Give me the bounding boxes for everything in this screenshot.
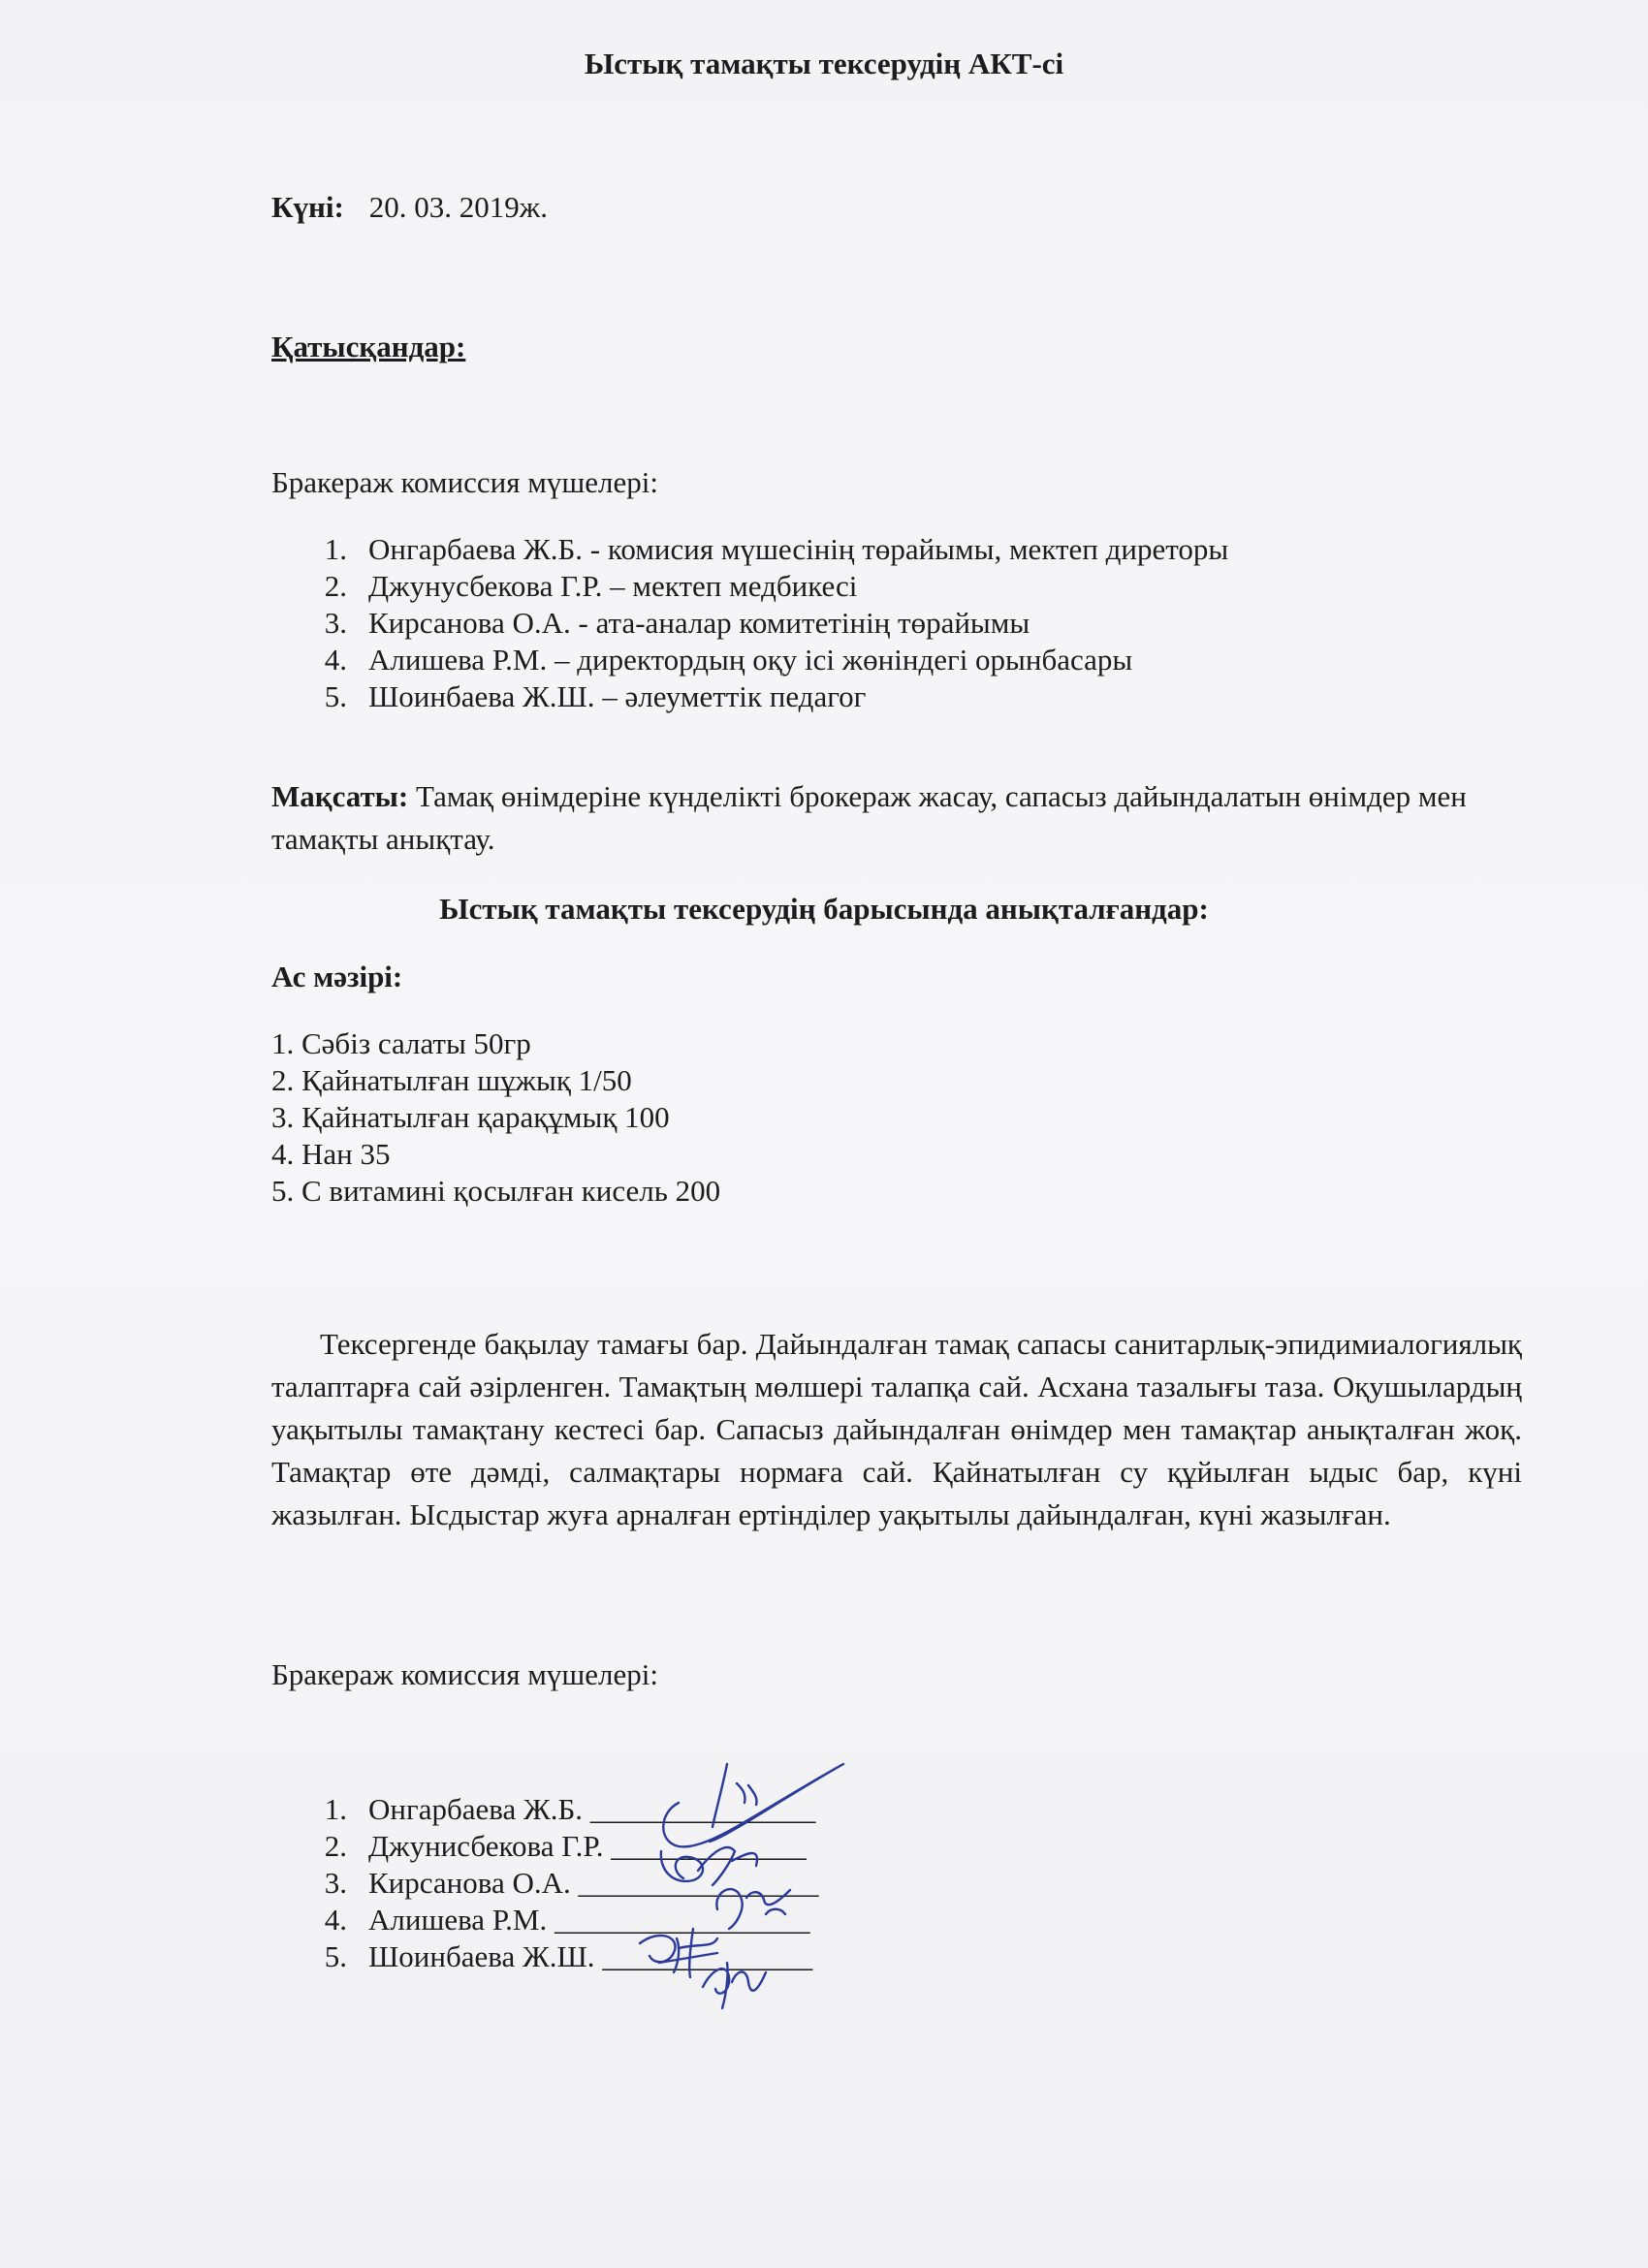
committee-label-signatures: Бракераж комиссия мүшелері: xyxy=(271,1657,658,1691)
signature-row: 3. Кирсанова О.А. ________________ xyxy=(324,1866,819,1900)
date-label: Күні: xyxy=(271,190,344,224)
committee-label: Бракераж комиссия мүшелері: xyxy=(271,465,658,499)
handwritten-signatures xyxy=(620,1745,872,2016)
signature-stroke xyxy=(663,1764,843,1846)
signature-row: 5. Шоинбаева Ж.Ш. ______________ xyxy=(324,1939,813,1973)
signature-stroke xyxy=(640,1929,717,1977)
menu-item: 3. Қайнатылған қарақұмық 100 xyxy=(271,1100,670,1134)
menu-item: 2. Қайнатылған шұжық 1/50 xyxy=(271,1063,632,1097)
signer-name: Алишева Р.М. xyxy=(368,1903,555,1937)
member-text: Джунусбекова Г.Р. – мектеп медбикесі xyxy=(368,569,858,603)
signature-stroke xyxy=(716,1889,790,1929)
signature-line: _______________ xyxy=(589,1792,816,1826)
member-item: 1. Онгарбаева Ж.Б. - комисия мүшесінің төрайымы, мектеп диреторы xyxy=(324,532,1229,566)
date-row xyxy=(271,190,548,225)
member-item: 4. Алишева Р.М. – директордың оқу ісі жөніндегі орынбасары xyxy=(324,643,1133,677)
signer-name: Шоинбаева Ж.Ш. xyxy=(368,1939,603,1973)
menu-list xyxy=(271,1025,720,1210)
date-value: 20. 03. 2019ж. xyxy=(368,190,548,224)
committee-member-list xyxy=(271,531,1228,715)
menu-item: 4. Нан 35 xyxy=(271,1137,391,1171)
signer-name: Джунисбекова Г.Р. xyxy=(368,1829,612,1863)
signature-row: 4. Алишева Р.М. _________________ xyxy=(324,1903,810,1937)
member-text: Кирсанова О.А. - ата-аналар комитетінің төрайымы xyxy=(368,606,1030,640)
menu-label: Ас мәзірі: xyxy=(271,960,403,993)
findings-heading: Ыстық тамақты тексерудің барысында анықталғандар: xyxy=(439,892,1209,926)
member-item: 5. Шоинбаева Ж.Ш. – әлеуметтік педагог xyxy=(324,679,867,713)
signer-name: Кирсанова О.А. xyxy=(368,1866,579,1900)
signature-line: ________________ xyxy=(578,1866,819,1900)
signature-stroke xyxy=(661,1847,757,1885)
menu-item: 5. С витамині қосылған кисель 200 xyxy=(271,1174,721,1208)
member-item: 3. Кирсанова О.А. - ата-аналар комитетінің төрайымы xyxy=(324,606,1030,640)
signature-row: 1. Онгарбаева Ж.Б. _______________ xyxy=(324,1792,816,1826)
signature-line: ______________ xyxy=(602,1939,813,1973)
signature-line: _________________ xyxy=(555,1903,810,1937)
purpose-label: Мақсаты: xyxy=(271,779,409,813)
member-text: Онгарбаева Ж.Б. - комисия мүшесінің төрайымы, мектеп диреторы xyxy=(368,532,1229,566)
signature-stroke xyxy=(703,1963,766,2008)
inspection-findings-text: Тексергенде бақылау тамағы бар. Дайындалған тамақ сапасы санитарлық-эпидимиалогиялық талаптарға сай әзірленген. Тамақтың мөлшері талапқа сай. Асхана тазалығы таза. Оқушылардың уақытылы тамақтану кестесі бар. Сапасыз дайындалған өнімдер мен тамақтар анықталған жоқ. Тамақтар өте дәмді, салмақтары нормаға сай. Қайнатылған су құйылған ыдыс бар, күні жазылған. Ыcдыстар жуға арналған ертінділер уақытылы дайындалған, күні жазылған. xyxy=(271,1327,1522,1531)
participants-label: Қатысқандар: xyxy=(271,330,466,363)
signer-name: Онгарбаева Ж.Б. xyxy=(368,1792,590,1826)
document-title: Ыстық тамақты тексерудің АКТ-сі xyxy=(584,47,1064,80)
member-item: 2. Джунусбекова Г.Р. – мектеп медбикесі xyxy=(324,569,858,603)
menu-item: 1. Сәбіз салаты 50гр xyxy=(271,1026,531,1060)
member-text: Алишева Р.М. – директордың оқу ісі жөніндегі орынбасары xyxy=(368,643,1133,677)
purpose-text: Тамақ өнімдеріне күнделікті брокераж жасау, сапасыз дайындалатын өнімдер мен тамақты анықтау. xyxy=(271,779,1467,856)
purpose-paragraph xyxy=(271,775,1522,861)
signature-line: _____________ xyxy=(611,1829,807,1863)
signature-row: 2. Джунисбекова Г.Р. _____________ xyxy=(324,1829,807,1863)
member-text: Шоинбаева Ж.Ш. – әлеуметтік педагог xyxy=(368,679,867,713)
